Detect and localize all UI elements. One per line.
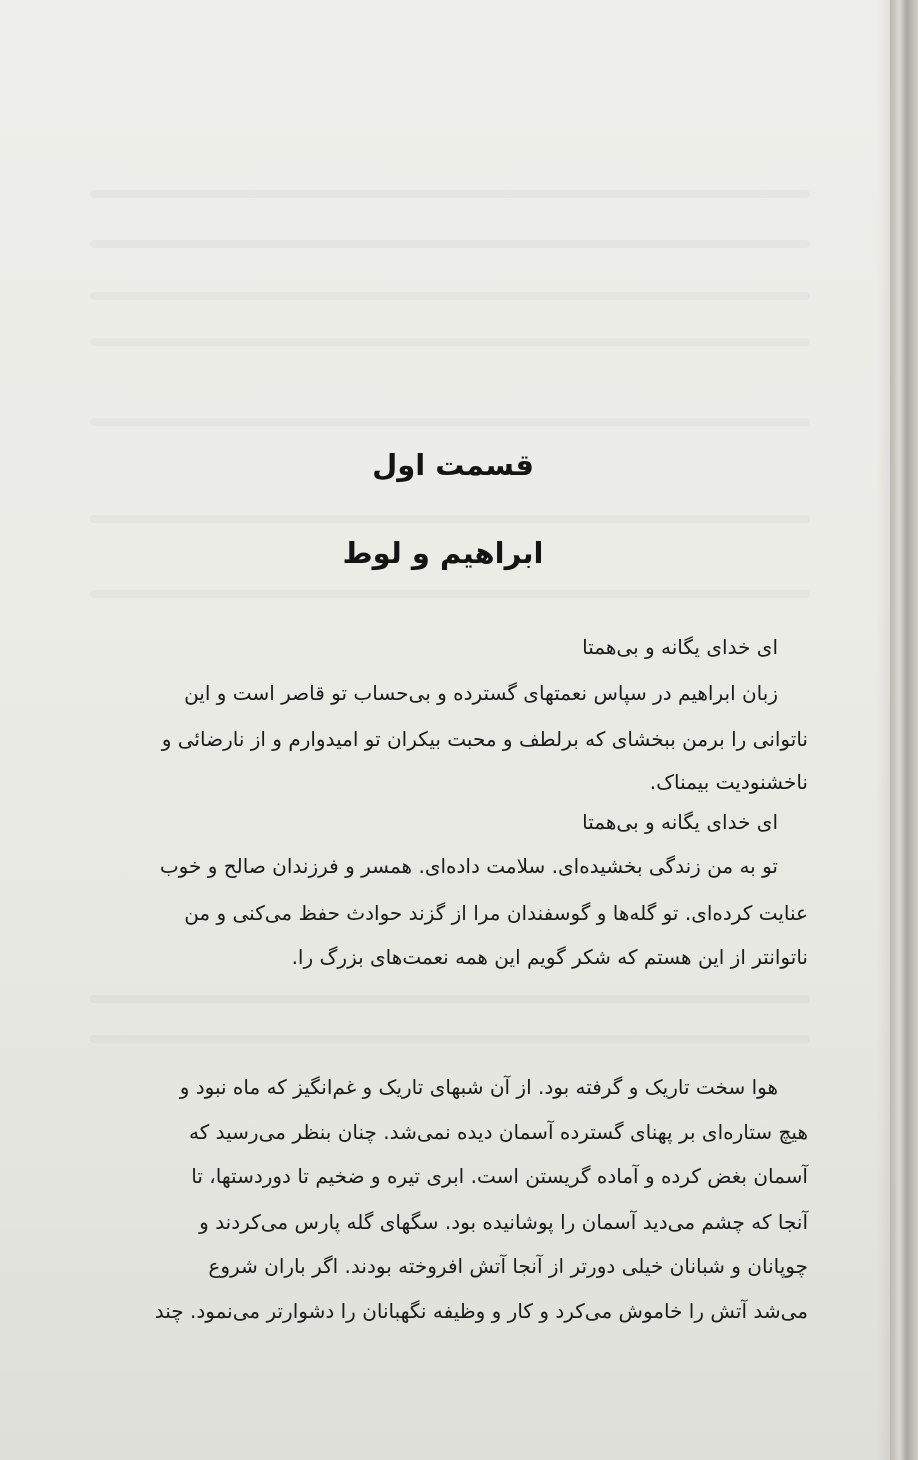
book-page-edges xyxy=(890,0,918,1460)
show-through-mark xyxy=(90,338,810,346)
text-line: هیچ ستاره‌ای بر پهنای گسترده آسمان دیده نمی‌شد. چنان بنظر می‌رسید که xyxy=(189,1120,808,1144)
text-line: ناتوانی را برمن ببخشای که برلطف و محبت بیکران تو امیدوارم و از نارضائی و xyxy=(161,727,808,751)
show-through-mark xyxy=(90,292,810,300)
part-title: قسمت اول xyxy=(372,448,534,482)
text-line: آسمان بغض کرده و آماده گریستن است. ابری تیره و ضخیم تا دوردستها، تا xyxy=(191,1164,808,1188)
text-line: هوا سخت تاریک و گرفته بود. از آن شبهای تاریک و غم‌انگیز که ماه نبود و xyxy=(179,1075,778,1099)
show-through-mark xyxy=(90,418,810,426)
text-line: می‌شد آتش را خاموش می‌کرد و کار و وظیفه نگهبانان را دشوارتر می‌نمود. چند xyxy=(154,1299,808,1323)
text-line: عنایت کرده‌ای. تو گله‌ها و گوسفندان مرا از گزند حوادث حفظ می‌کنی و من xyxy=(184,901,808,925)
show-through-mark xyxy=(90,995,810,1003)
show-through-mark xyxy=(90,190,810,198)
text-line: آنجا که چشم می‌دید آسمان را پوشانیده بود. سگهای گله پارس می‌کردند و xyxy=(199,1210,808,1234)
chapter-title: ابراهيم و لوط xyxy=(342,536,544,570)
show-through-mark xyxy=(90,590,810,598)
text-line: تو به من زندگی بخشیده‌ای. سلامت داده‌ای. همسر و فرزندان صالح و خوب xyxy=(159,854,778,878)
text-line: ناتوانتر از این هستم که شکر گویم این همه نعمت‌های بزرگ را. xyxy=(291,945,808,969)
show-through-mark xyxy=(90,1035,810,1043)
text-line: ای خدای یگانه و بی‌همتا xyxy=(582,810,778,834)
text-line: ای خدای یگانه و بی‌همتا xyxy=(582,635,778,659)
show-through-mark xyxy=(90,240,810,248)
text-line: زبان ابراهیم در سپاس نعمتهای گسترده و بی‌حساب تو قاصر است و این xyxy=(184,681,778,705)
show-through-mark xyxy=(90,515,810,523)
text-line: ناخشنودیت بیمناک. xyxy=(649,770,808,794)
text-line: چوپانان و شبانان خیلی دورتر از آنجا آتش افروخته بودند. اگر باران شروع xyxy=(208,1254,808,1278)
